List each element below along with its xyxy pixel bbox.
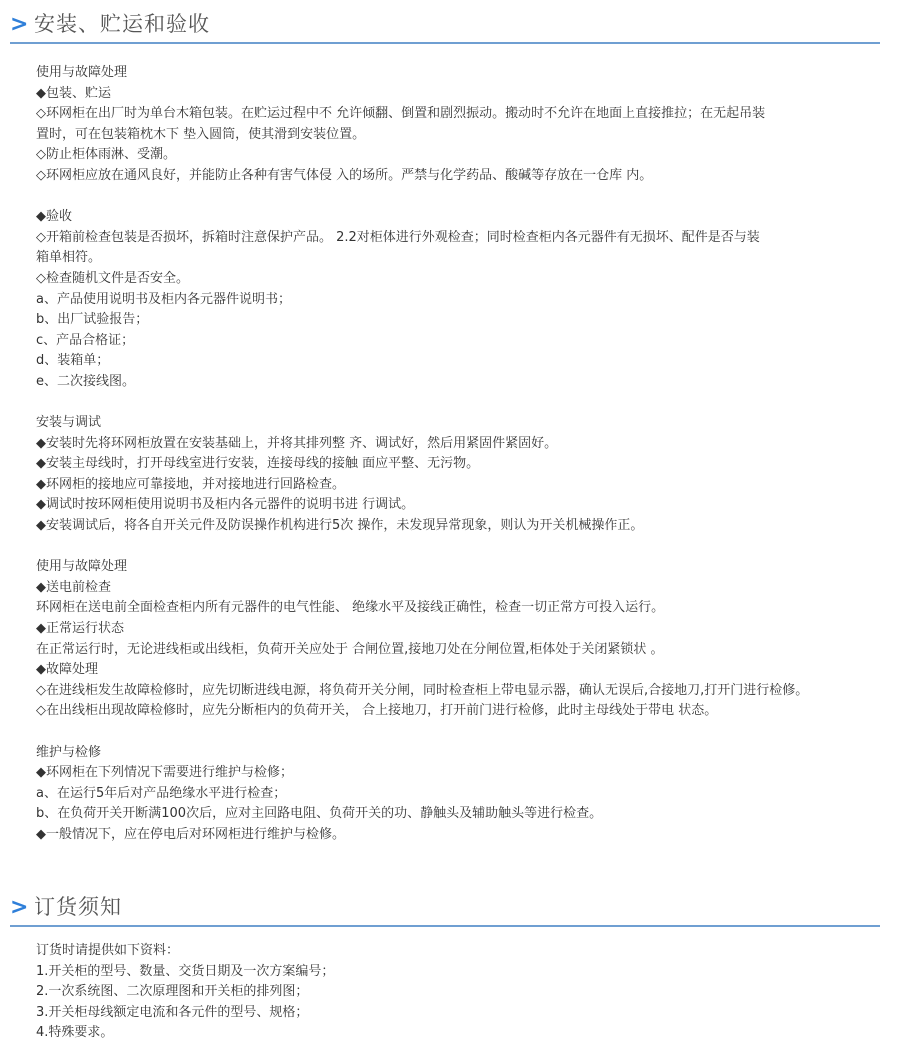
paragraph-gap	[36, 722, 886, 743]
section-title-install: 安装、贮运和验收	[34, 12, 210, 36]
text-line: ◇环网柜应放在通风良好，并能防止各种有害气体侵 入的场所。严禁与化学药品、酸碱等存放在一仓库 内。	[36, 167, 653, 183]
text-line: ◇防止柜体雨淋、受潮。	[36, 147, 176, 163]
text-line: ◆环网柜的接地应可靠接地，并对接地进行回路检查。	[36, 476, 345, 492]
text-line: ◆故障处理	[36, 662, 98, 678]
text-line: ◆正常运行状态	[36, 621, 124, 637]
text-line: 使用与故障处理	[36, 65, 128, 80]
paragraph-gap	[36, 537, 886, 558]
text-line: 置时，可在包装箱枕木下 垫入圆筒，使其滑到安装位置。	[36, 126, 366, 142]
text-line: 3.开关柜母线额定电流和各元件的型号、规格；	[36, 1004, 309, 1020]
text-line: b、出厂试验报告；	[36, 312, 149, 328]
text-line: b、在负荷开关开断满100次后，应对主回路电阻、负荷开关的功、静触头及辅助触头等进行检查。	[36, 806, 603, 822]
paragraph-gap	[36, 187, 886, 208]
text-line: 维护与检修	[36, 744, 102, 760]
paragraph-gap	[36, 393, 886, 414]
text-line: ◆安装时先将环网柜放置在安装基础上，并将其排列整 齐、调试好，然后用紧固件紧固好。	[36, 435, 558, 451]
section-header-ordering	[10, 880, 880, 927]
text-line: c、产品合格证；	[36, 332, 135, 348]
text-line: 4.特殊要求。	[36, 1025, 114, 1041]
chevron-right-icon: >	[10, 895, 29, 920]
text-line: 安装与调试	[36, 415, 102, 431]
text-line: ◆送电前检查	[36, 579, 111, 595]
text-line: ◆包装、贮运	[36, 85, 111, 101]
text-line: 箱单相符。	[36, 250, 102, 266]
text-line: 订货时请提供如下资料：	[36, 943, 180, 958]
text-line: ◆安装主母线时，打开母线室进行安装，连接母线的接触 面应平整、无污物。	[36, 456, 480, 472]
text-line: ◆安装调试后，将各自开关元件及防误操作机构进行5次 操作，未发现异常现象，则认为开关机械操作正。	[36, 518, 644, 534]
text-line: ◇在进线柜发生故障检修时，应先切断进线电源，将负荷开关分闸，同时检查柜上带电显示器，确认无误后,合接地刀,打开门进行检修。	[36, 682, 809, 698]
text-line: ◇检查随机文件是否安全。	[36, 270, 189, 286]
text-line: ◇环网柜在出厂时为单台木箱包装。在贮运过程中不 允许倾翻、倒置和剧烈振动。搬动时不允许在地面上直接推拉；在无起吊装	[36, 106, 766, 122]
text-line: a、在运行5年后对产品绝缘水平进行检查；	[36, 785, 287, 801]
text-line: a、产品使用说明书及柜内各元器件说明书；	[36, 291, 291, 307]
text-line: ◇开箱前检查包装是否损坏，拆箱时注意保护产品。 2.2对柜体进行外观检查；同时检查柜内各元器件有无损坏、配件是否与装	[36, 229, 760, 245]
text-line: ◆调试时按环网柜使用说明书及柜内各元器件的说明书进 行调试。	[36, 497, 415, 513]
text-line: ◇在出线柜出现故障检修时，应先分断柜内的负荷开关， 合上接地刀，打开前门进行检修，此时主母线处于带电 状态。	[36, 703, 718, 719]
text-line: e、二次接线图。	[36, 373, 135, 389]
text-line: ◆环网柜在下列情况下需要进行维护与检修；	[36, 765, 293, 781]
text-line: d、装箱单；	[36, 353, 110, 369]
text-line: 2.一次系统图、二次原理图和开关柜的排列图；	[36, 984, 309, 1000]
text-line: 在正常运行时，无论进线柜或出线柜，负荷开关应处于 合闸位置,接地刀处在分闸位置,柜体处于关闭紧锁状 。	[36, 641, 664, 657]
text-line: 使用与故障处理	[36, 559, 128, 575]
install-section-body	[36, 63, 886, 846]
chevron-right-icon: >	[10, 12, 29, 37]
text-line: 环网柜在送电前全面检查柜内所有元器件的电气性能、 绝缘水平及接线正确性，检查一切正常方可投入运行。	[36, 600, 665, 616]
section-header-install	[10, 0, 880, 44]
section-title-ordering: 订货须知	[34, 895, 122, 919]
text-line: 1.开关柜的型号、数量、交货日期及一次方案编号；	[36, 963, 335, 979]
text-line: ◆一般情况下，应在停电后对环网柜进行维护与检修。	[36, 826, 345, 842]
ordering-section-body	[36, 941, 886, 1044]
text-line: ◆验收	[36, 209, 72, 225]
